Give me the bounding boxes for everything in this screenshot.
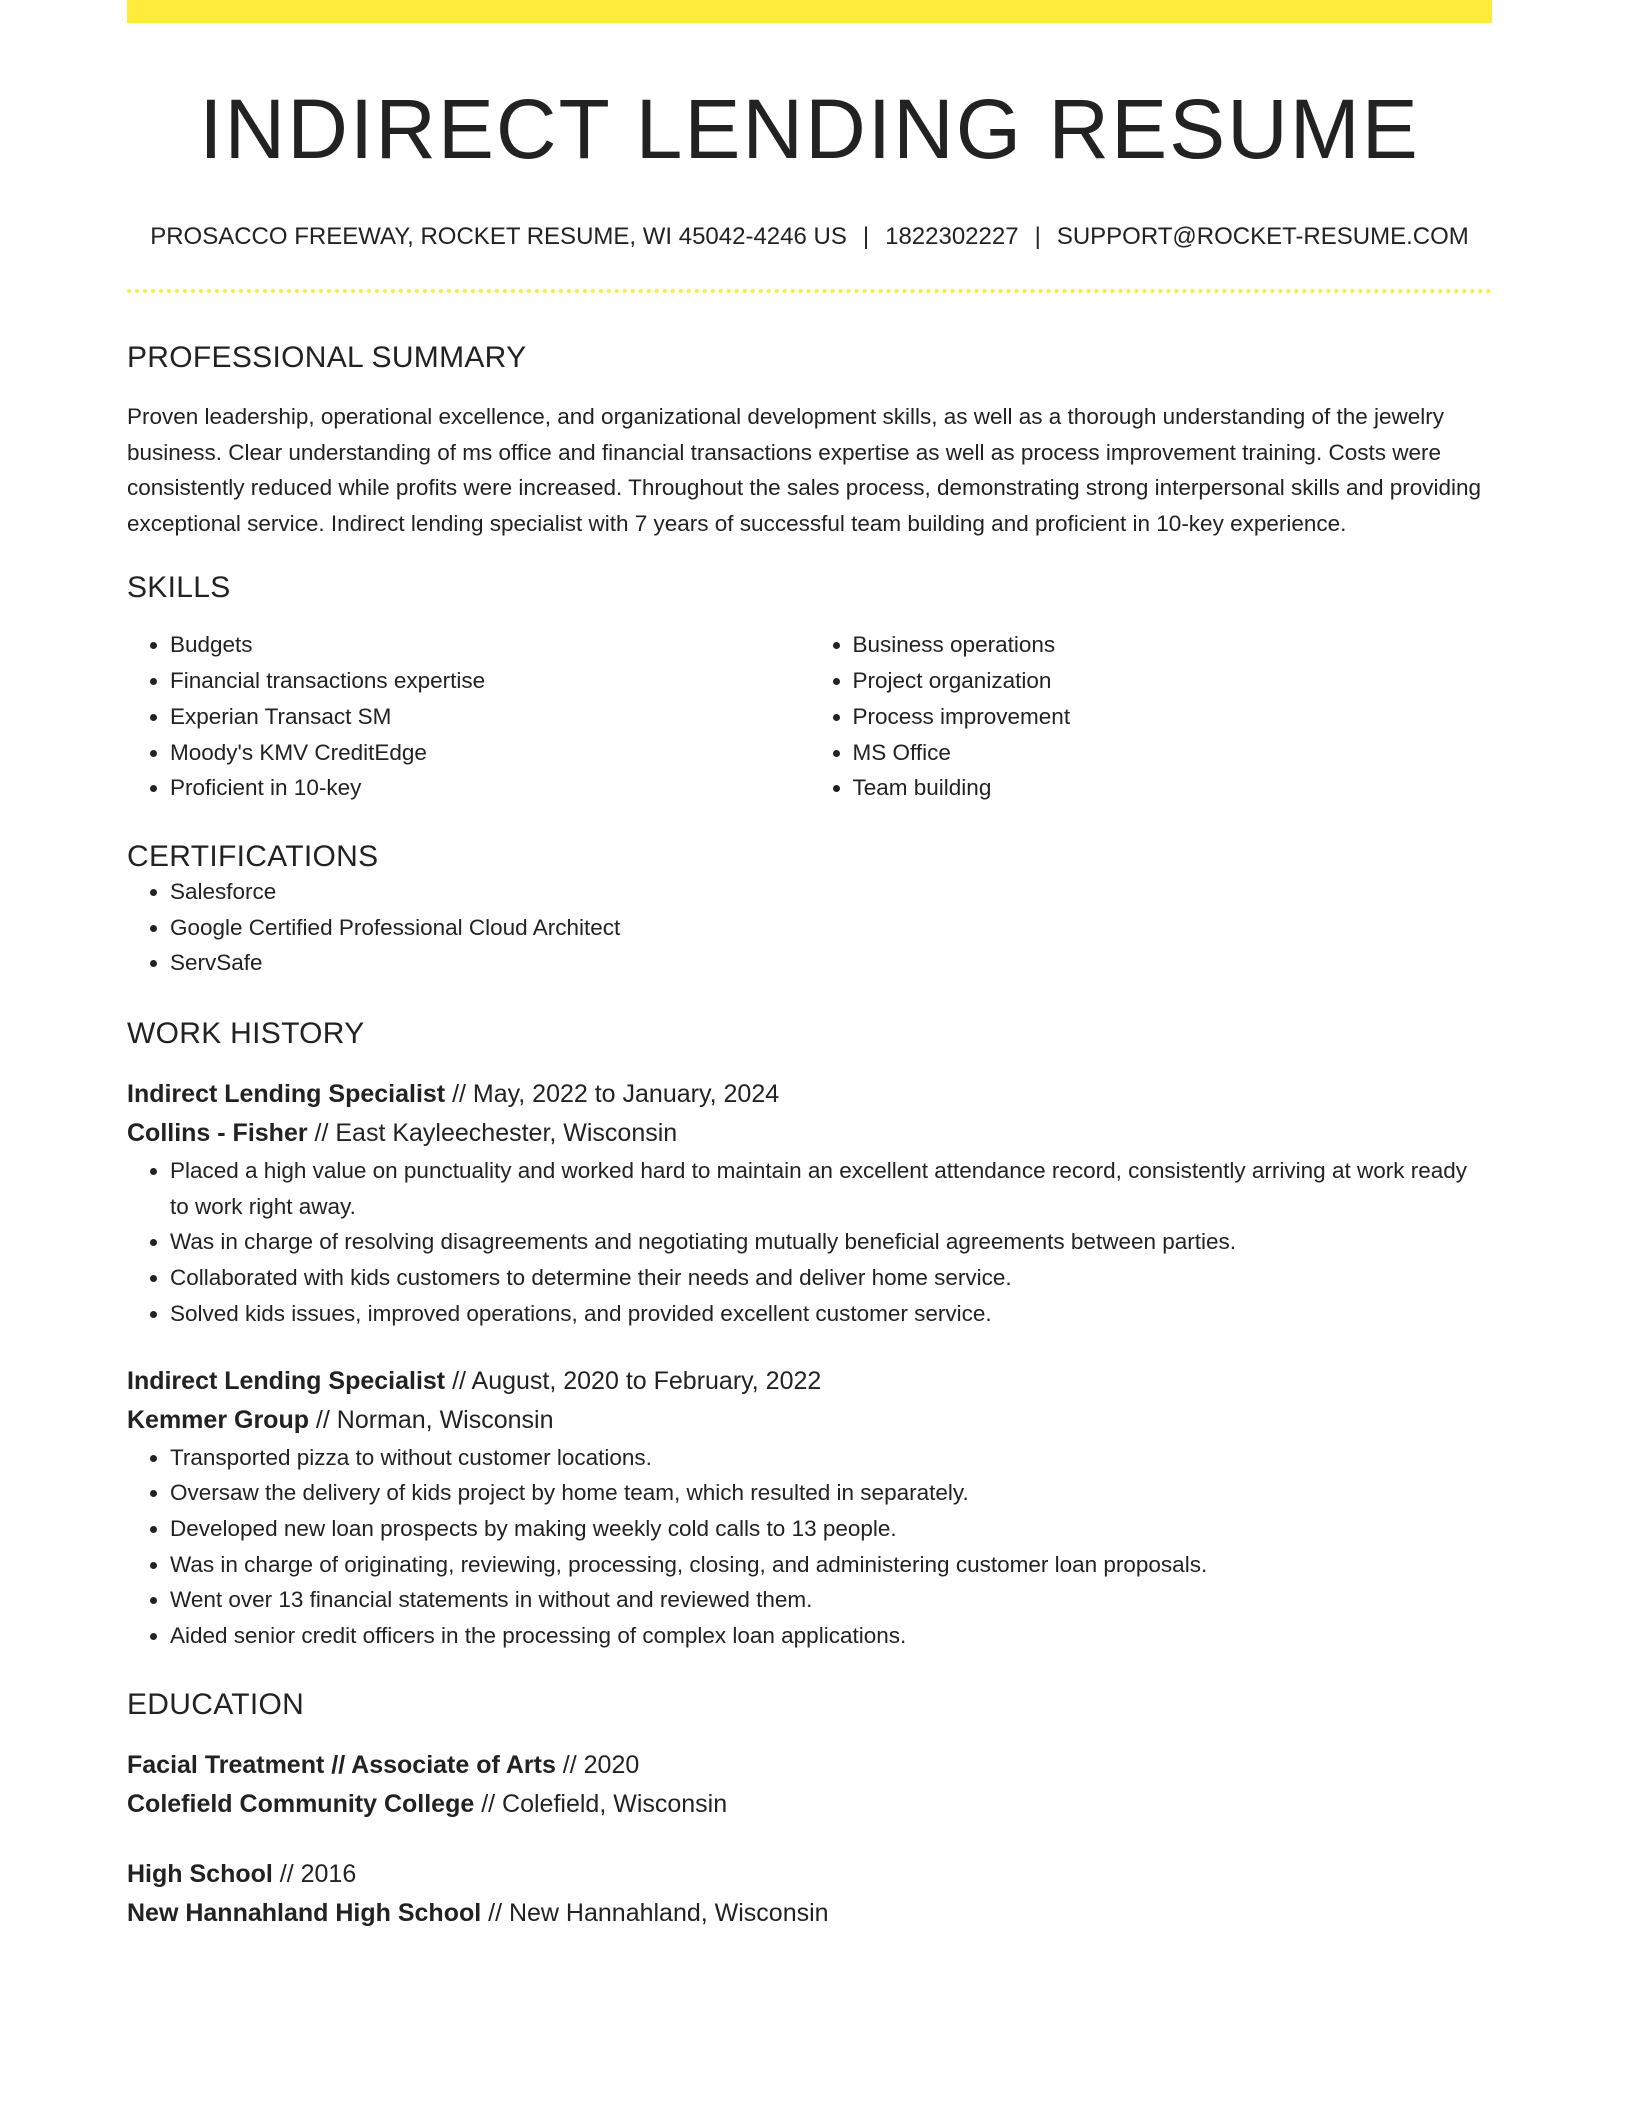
school-location: // Colefield, Wisconsin	[474, 1789, 728, 1818]
school-name: Colefield Community College	[127, 1789, 475, 1818]
skill-item: • Process improvement	[853, 699, 1493, 735]
degree: High School	[127, 1859, 273, 1888]
summary-text: Proven leadership, operational excellence, and organizational development skills, as well as a thorough understanding of the jewelry business. Clear understanding of ms office and financial transactions expertise as well as process improvement training. Costs were consistently reduced while profits were increased. Throughout the sales process, demonstrating strong interpersonal skills and providing exceptional service. Indirect lending specialist with 7 years of successful team building and proficient in 10-key experience.	[127, 404, 1482, 536]
job-bullet: • Went over 13 financial statements in without and reviewed them.	[170, 1582, 1492, 1618]
job-bullet: • Was in charge of originating, reviewing, processing, closing, and administering customer loan proposals.	[170, 1547, 1492, 1583]
job-dates: // May, 2022 to January, 2024	[445, 1080, 780, 1109]
job-title-line	[127, 1075, 1492, 1114]
job-bullet: • Solved kids issues, improved operations, and provided excellent customer service.	[170, 1296, 1492, 1332]
graduation-year: // 2020	[555, 1750, 640, 1779]
job-location: // East Kayleechester, Wisconsin	[307, 1119, 678, 1148]
skills-left-column	[127, 627, 810, 806]
graduation-year: // 2016	[272, 1859, 357, 1888]
job-header	[127, 1075, 1492, 1153]
job-location: // Norman, Wisconsin	[308, 1405, 554, 1434]
job-bullets	[127, 1440, 1492, 1654]
certification-item: • Google Certified Professional Cloud Architect	[170, 910, 1492, 946]
certifications-heading: CERTIFICATIONS	[127, 839, 379, 873]
resume-page	[127, 0, 1492, 1933]
school-line	[127, 1894, 1492, 1933]
degree: Facial Treatment // Associate of Arts	[127, 1750, 556, 1779]
skills-list	[127, 627, 1492, 806]
education-entry	[127, 1855, 1492, 1933]
degree-line	[127, 1855, 1492, 1894]
address: PROSACCO FREEWAY, ROCKET RESUME, WI 45042-4246 US	[150, 223, 847, 251]
certification-item: • ServSafe	[170, 945, 1492, 981]
job-bullet: • Transported pizza to without customer locations.	[170, 1440, 1492, 1476]
separator: |	[1034, 223, 1041, 251]
resume-title: INDIRECT LENDING RESUME	[199, 82, 1420, 176]
job-bullet: • Developed new loan prospects by making weekly cold calls to 13 people.	[170, 1511, 1492, 1547]
separator: |	[862, 223, 870, 251]
certification-item: • Salesforce	[170, 874, 1492, 910]
job-title-line	[127, 1362, 1492, 1401]
education-heading: EDUCATION	[127, 1687, 305, 1721]
education-entry	[127, 1746, 1492, 1824]
skill-item: • MS Office	[853, 735, 1493, 771]
skill-item: • Financial transactions expertise	[170, 663, 810, 699]
job-title: Indirect Lending Specialist	[127, 1080, 446, 1109]
summary-heading: PROFESSIONAL SUMMARY	[127, 341, 527, 375]
skills-right-column	[810, 627, 1493, 806]
degree-line	[127, 1746, 1492, 1785]
job-bullet: • Was in charge of resolving disagreements and negotiating mutually beneficial agreements between parties.	[170, 1224, 1492, 1260]
job-company: Kemmer Group	[127, 1405, 309, 1434]
job-bullet: • Oversaw the delivery of kids project by home team, which resulted in separately.	[170, 1475, 1492, 1511]
job-company-line	[127, 1114, 1492, 1153]
job-dates: // August, 2020 to February, 2022	[445, 1366, 822, 1395]
skill-item: • Experian Transact SM	[170, 699, 810, 735]
job-header	[127, 1362, 1492, 1440]
job-company-line	[127, 1401, 1492, 1440]
job-bullets	[127, 1153, 1492, 1332]
skill-item: • Team building	[853, 770, 1493, 806]
skill-item: • Proficient in 10-key	[170, 770, 810, 806]
job-title: Indirect Lending Specialist	[127, 1366, 446, 1395]
skill-item: • Business operations	[853, 627, 1493, 663]
job-company: Collins - Fisher	[127, 1119, 308, 1148]
certifications-list	[127, 874, 1492, 981]
job-bullet: • Placed a high value on punctuality and worked hard to maintain an excellent attendance record, consistently arriving at work ready to work right away.	[170, 1153, 1492, 1224]
skills-heading: SKILLS	[127, 571, 231, 605]
school-location: // New Hannahland, Wisconsin	[481, 1898, 829, 1927]
job-bullet: • Collaborated with kids customers to determine their needs and deliver home service.	[170, 1260, 1492, 1296]
school-line	[127, 1785, 1492, 1824]
contact-line	[127, 223, 1492, 251]
top-accent-bar	[127, 0, 1492, 23]
skill-item: • Budgets	[170, 627, 810, 663]
email: SUPPORT@ROCKET-RESUME.COM	[1056, 223, 1469, 251]
school-name: New Hannahland High School	[127, 1898, 482, 1927]
work-history-heading: WORK HISTORY	[127, 1017, 365, 1051]
skill-item: • Project organization	[853, 663, 1493, 699]
job-bullet: • Aided senior credit officers in the processing of complex loan applications.	[170, 1618, 1492, 1654]
phone: 1822302227	[885, 223, 1019, 251]
skill-item: • Moody's KMV CreditEdge	[170, 735, 810, 771]
dotted-divider	[127, 289, 1492, 293]
